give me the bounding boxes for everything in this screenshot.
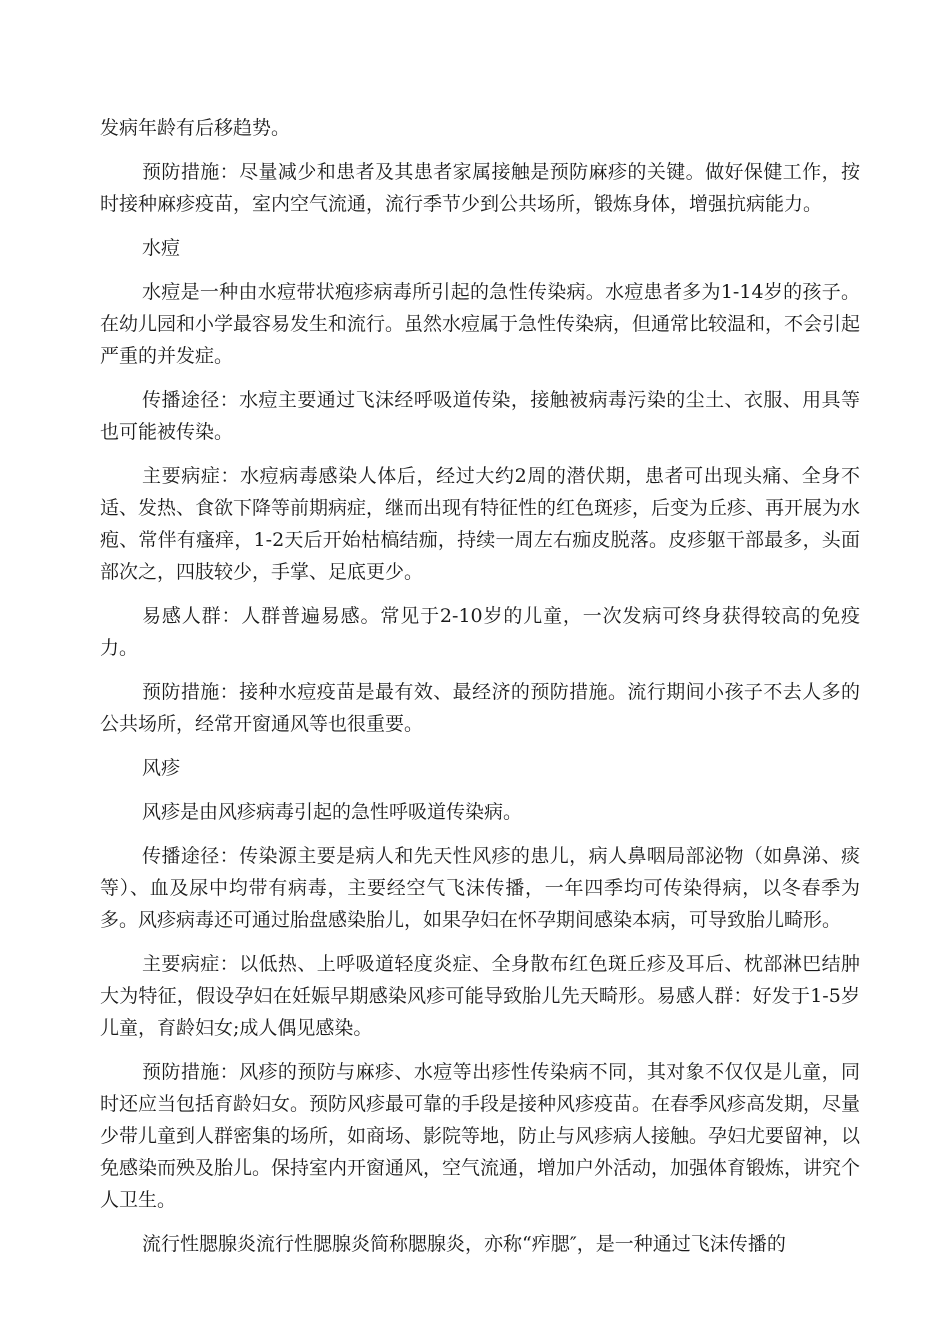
document-body	[100, 112, 860, 1272]
section-heading-chickenpox: 水痘	[142, 237, 181, 259]
paragraph-rubella-transmission: 传播途径：传染源主要是病人和先天性风疹的患儿，病人鼻咽局部泌物（如鼻涕、痰等）、血及尿中均带有病毒，主要经空气飞沫传播，一年四季均可传染得病，以冬春季为多。风疹病毒还可通过胎盘感染胎儿，如果孕妇在怀孕期间感染本病，可导致胎儿畸形。	[100, 845, 860, 931]
paragraph-chickenpox-transmission: 传播途径：水痘主要通过飞沫经呼吸道传染，接触被病毒污染的尘土、衣服、用具等也可能被传染。	[100, 389, 860, 443]
paragraph-continuation: 发病年龄有后移趋势。	[100, 117, 291, 139]
paragraph-chickenpox-susceptible: 易感人群：人群普遍易感。常见于2-10岁的儿童，一次发病可终身获得较高的免疫力。	[100, 605, 860, 659]
paragraph-rubella-prevention: 预防措施：风疹的预防与麻疹、水痘等出疹性传染病不同，其对象不仅仅是儿童，同时还应当包括育龄妇女。预防风疹最可靠的手段是接种风疹疫苗。在春季风疹高发期，尽量少带儿童到人群密集的场所，如商场、影院等地，防止与风疹病人接触。孕妇尤要留神，以免感染而殃及胎儿。保持室内开窗通风，空气流通，增加户外活动，加强体育锻炼，讲究个人卫生。	[100, 1061, 861, 1211]
paragraph-chickenpox-intro: 水痘是一种由水痘带状疱疹病毒所引起的急性传染病。水痘患者多为1-14岁的孩子。在幼儿园和小学最容易发生和流行。虽然水痘属于急性传染病，但通常比较温和，不会引起严重的并发症。	[100, 281, 861, 367]
paragraph-measles-prevention: 预防措施：尽量减少和患者及其患者家属接触是预防麻疹的关键。做好保健工作，按时接种麻疹疫苗，室内空气流通，流行季节少到公共场所，锻炼身体，增强抗病能力。	[100, 161, 860, 215]
paragraph-rubella-intro: 风疹是由风疹病毒引起的急性呼吸道传染病。	[142, 801, 523, 823]
paragraph-chickenpox-symptoms: 主要病症：水痘病毒感染人体后，经过大约2周的潜伏期，患者可出现头痛、全身不适、发热、食欲下降等前期病症，继而出现有特征性的红色斑疹，后变为丘疹、再开展为水疱、常伴有瘙痒，1-2天后开始枯槁结痂，持续一周左右痂皮脱落。皮疹躯干部最多，头面部次之，四肢较少，手掌、足底更少。	[100, 465, 861, 583]
paragraph-mumps-intro: 流行性腮腺炎流行性腮腺炎简称腮腺炎，亦称“痄腮″，是一种通过飞沫传播的	[142, 1233, 786, 1255]
paragraph-rubella-symptoms: 主要病症：以低热、上呼吸道轻度炎症、全身散布红色斑丘疹及耳后、枕部淋巴结肿大为特征，假设孕妇在妊娠早期感染风疹可能导致胎儿先天畸形。易感人群：好发于1-5岁儿童，育龄妇女;成人偶见感染。	[100, 953, 860, 1039]
section-heading-rubella: 风疹	[142, 757, 181, 779]
paragraph-chickenpox-prevention: 预防措施：接种水痘疫苗是最有效、最经济的预防措施。流行期间小孩子不去人多的公共场所，经常开窗通风等也很重要。	[100, 681, 860, 735]
